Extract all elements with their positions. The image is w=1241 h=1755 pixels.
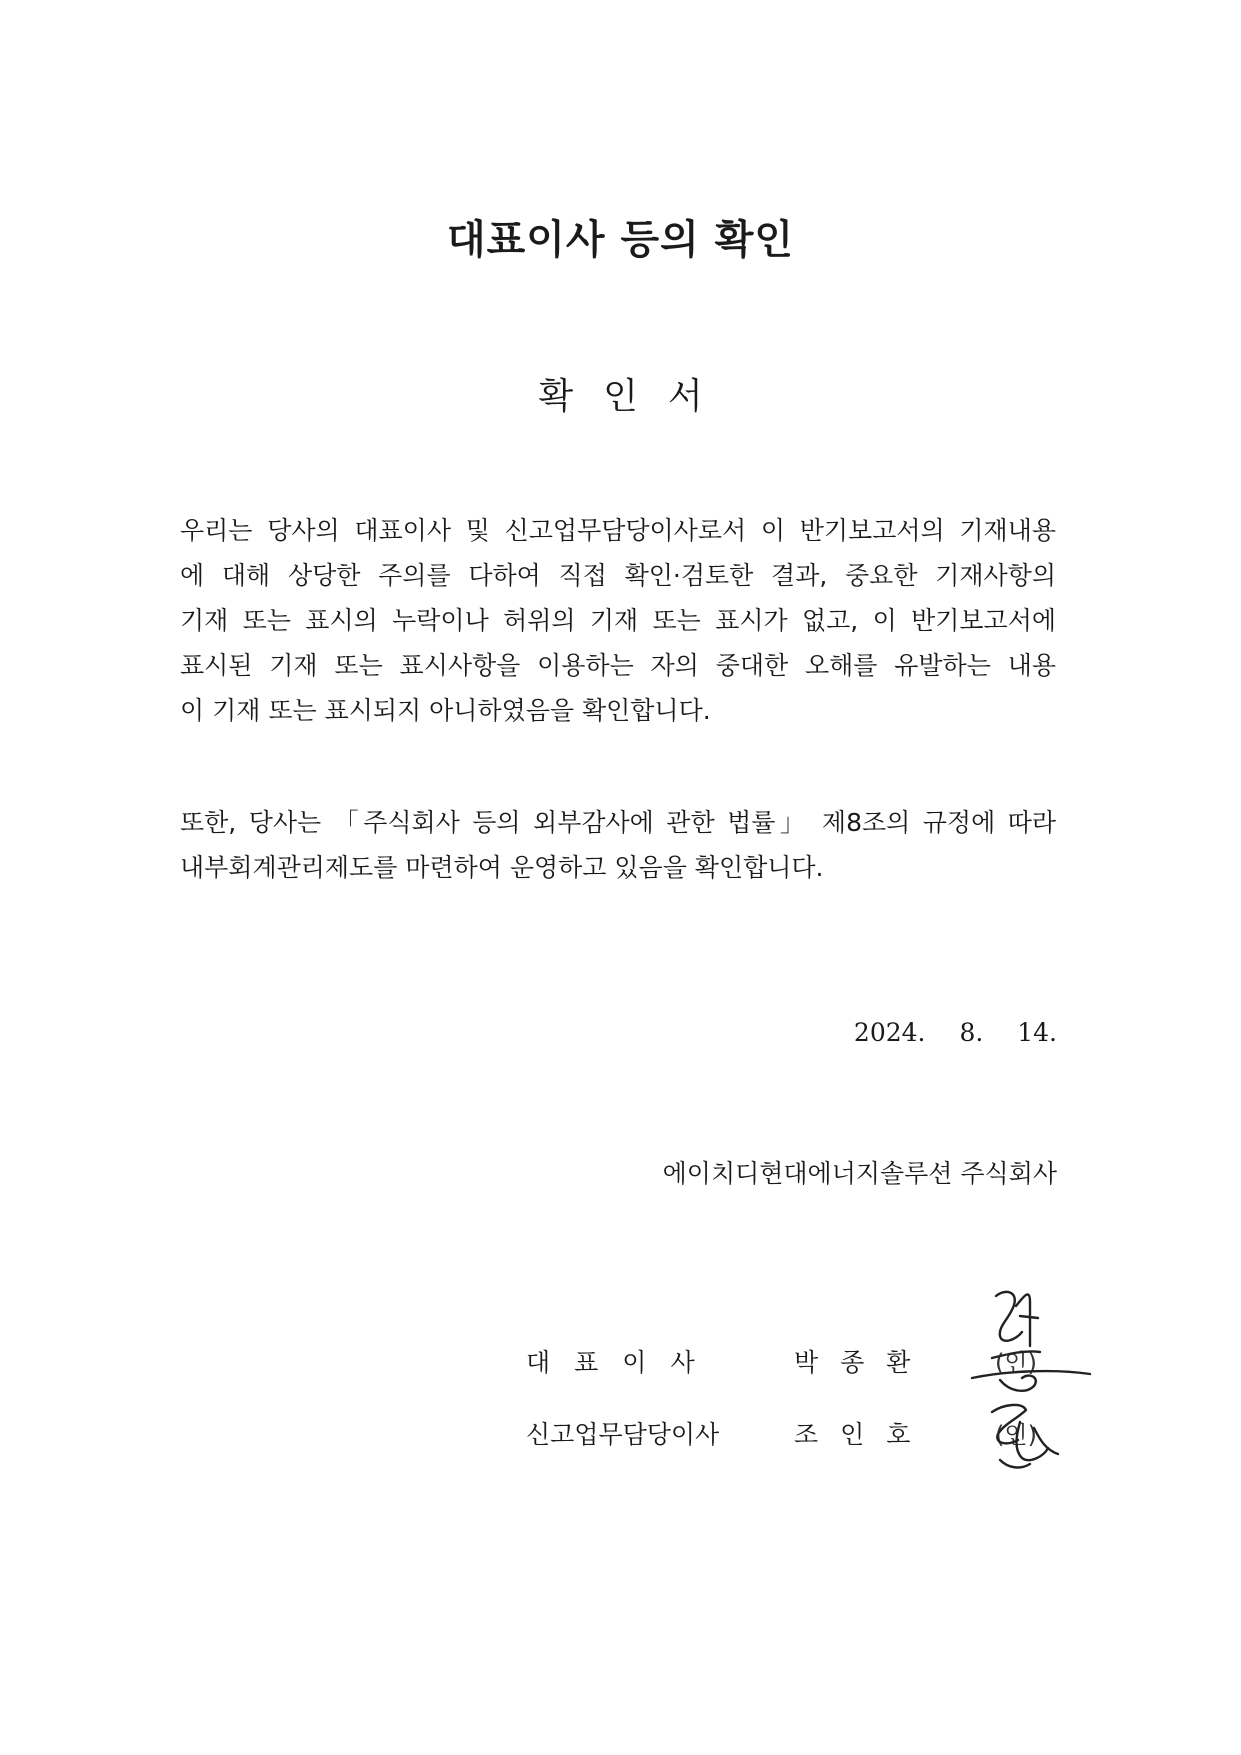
- document-title: 대표이사 등의 확인: [447, 217, 794, 263]
- paragraph-line: 이 기재 또는 표시되지 아니하였음을 확인합니다.: [180, 696, 711, 725]
- company-name: 에이치디현대에너지솔루션 주식회사: [662, 1159, 1057, 1188]
- paragraph-line: 기재 또는 표시의 누락이나 허위의 기재 또는 표시가 없고, 이 반기보고서에: [180, 606, 1056, 635]
- paragraph-line: 내부회계관리제도를 마련하여 운영하고 있음을 확인합니다.: [180, 853, 824, 882]
- signatory-role: 대표이사: [526, 1348, 719, 1377]
- seal-mark: (인): [995, 1349, 1037, 1377]
- signatory-name: 박종환: [794, 1348, 933, 1377]
- paragraph-line: 또한, 당사는 「주식회사 등의 외부감사에 관한 법률」 제8조의 규정에 따라: [180, 808, 1056, 837]
- paragraph-line: 에 대해 상당한 주의를 다하여 직접 확인·검토한 결과, 중요한 기재사항의: [180, 561, 1056, 590]
- internal-control-paragraph: [180, 800, 1056, 890]
- paragraph-line: 우리는 당사의 대표이사 및 신고업무담당이사로서 이 반기보고서의 기재내용: [180, 516, 1056, 545]
- document-date: 2024. 8. 14.: [853, 1018, 1057, 1047]
- seal-mark: (인): [995, 1421, 1037, 1449]
- confirmation-paragraph: [180, 508, 1056, 733]
- document-subtitle: 확인서: [538, 376, 733, 417]
- signatory-name: 조인호: [794, 1420, 933, 1449]
- signatory-role: 신고업무담당이사: [526, 1420, 720, 1449]
- paragraph-line: 표시된 기재 또는 표시사항을 이용하는 자의 중대한 오해를 유발하는 내용: [180, 651, 1056, 680]
